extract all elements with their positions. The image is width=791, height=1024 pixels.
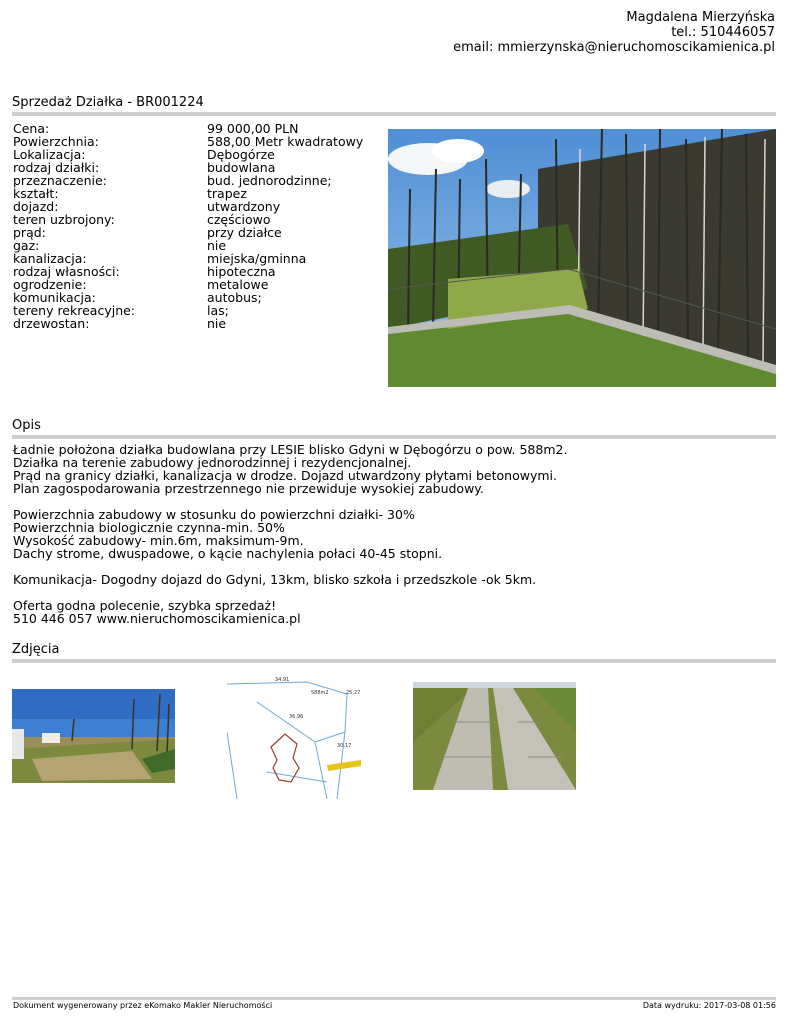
agent-name: Magdalena Mierzyńska: [626, 10, 775, 25]
spec-value: nie: [207, 316, 227, 331]
photo-thumbnail-map[interactable]: [227, 672, 361, 799]
agent-contact: [453, 10, 775, 55]
description-line: 510 446 057 www.nieruchomoscikamienica.pl: [13, 611, 301, 626]
map-label-top: 34,91: [275, 677, 290, 683]
main-photo-image: [388, 129, 776, 387]
description-body: [13, 443, 567, 638]
road-photo-image: [413, 682, 576, 790]
title-divider: [12, 112, 776, 116]
spec-value: bud. jednorodzinne;: [207, 173, 332, 188]
spec-row-shape: [13, 187, 363, 200]
spec-row-trees: [13, 317, 363, 330]
spec-label: kształt:: [13, 186, 59, 201]
spec-label: kanalizacja:: [13, 251, 87, 266]
photo-thumbnail-plot[interactable]: [12, 689, 175, 783]
footer-generator: Dokument wygenerowany przez eKomako Makler Nieruchomości: [13, 1001, 273, 1010]
map-image: [227, 672, 361, 799]
spec-value: metalowe: [207, 277, 269, 292]
description-line: Działka na terenie zabudowy jednorodzinnej i rezydencjonalnej.: [13, 455, 412, 470]
spec-row-purpose: [13, 174, 363, 187]
map-label-right-mid: 30,17: [337, 743, 352, 749]
spec-label: prąd:: [13, 225, 46, 240]
description-paragraph: [13, 573, 567, 586]
spec-value: utwardzony: [207, 199, 281, 214]
spec-value: nie: [207, 238, 227, 253]
agent-phone: tel.: 510446057: [671, 25, 775, 40]
spec-value: częściowo: [207, 212, 271, 227]
spec-label: gaz:: [13, 238, 40, 253]
description-line: Komunikacja- Dogodny dojazd do Gdyni, 13km, blisko szkoła i przedszkole -ok 5km.: [13, 572, 537, 587]
spec-label: rodzaj własności:: [13, 264, 120, 279]
spec-label: Cena:: [13, 121, 50, 136]
spec-label: ogrodzenie:: [13, 277, 87, 292]
description-line: Plan zagospodarowania przestrzennego nie przewiduje wysokiej zabudowy.: [13, 481, 484, 496]
description-line: Prąd na granicy działki, kanalizacja w drodze. Dojazd utwardzony płytami betonowymi.: [13, 468, 557, 483]
spec-value: miejska/gminna: [207, 251, 307, 266]
spec-value: las;: [207, 303, 229, 318]
description-paragraph: [13, 599, 567, 625]
spec-label: rodzaj działki:: [13, 160, 100, 175]
spec-label: drzewostan:: [13, 316, 90, 331]
description-paragraph: [13, 443, 567, 495]
spec-value: Dębogórze: [207, 147, 275, 162]
agent-email: email: mmierzynska@nieruchomoscikamienica.pl: [453, 40, 775, 55]
spec-label: komunikacja:: [13, 290, 96, 305]
spec-value: autobus;: [207, 290, 262, 305]
spec-label: przeznaczenie:: [13, 173, 107, 188]
spec-row-electricity: [13, 226, 363, 239]
spec-label: Lokalizacja:: [13, 147, 86, 162]
map-label-left-side: 36,96: [289, 714, 304, 720]
specs-table: [13, 122, 363, 330]
map-label-right-top: 25,27: [346, 690, 361, 696]
footer-print-date: Data wydruku: 2017-03-08 01:56: [642, 1001, 776, 1010]
spec-value: 588,00 Metr kwadratowy: [207, 134, 364, 149]
main-photo: [388, 129, 776, 387]
description-line: Powierzchnia zabudowy w stosunku do powierzchni działki- 30%: [13, 507, 415, 522]
spec-value: przy działce: [207, 225, 282, 240]
listing-title: Sprzedaż Działka - BR001224: [12, 95, 204, 110]
description-divider: [12, 435, 776, 439]
photo-thumbnail-road[interactable]: [413, 682, 576, 790]
spec-value: 99 000,00 PLN: [207, 121, 299, 136]
spec-value: trapez: [207, 186, 247, 201]
spec-label: teren uzbrojony:: [13, 212, 115, 227]
plot-photo-image: [12, 689, 175, 783]
spec-value: budowlana: [207, 160, 276, 175]
description-line: Dachy strome, dwuspadowe, o kącie nachylenia połaci 40-45 stopni.: [13, 546, 443, 561]
spec-label: tereny rekreacyjne:: [13, 303, 136, 318]
description-paragraph: [13, 508, 567, 560]
spec-label: Powierzchnia:: [13, 134, 99, 149]
description-line: Oferta godna polecenie, szybka sprzedaż!: [13, 598, 277, 613]
photos-heading: Zdjęcia: [12, 642, 60, 657]
description-line: Powierzchnia biologicznie czynna-min. 50%: [13, 520, 285, 535]
spec-value: hipoteczna: [207, 264, 276, 279]
photos-divider: [12, 659, 776, 663]
map-label-area: 588m2: [311, 690, 329, 696]
description-line: Wysokość zabudowy- min.6m, maksimum-9m.: [13, 533, 304, 548]
description-heading: Opis: [12, 418, 41, 433]
spec-label: dojazd:: [13, 199, 59, 214]
description-line: Ładnie położona działka budowlana przy LESIE blisko Gdyni w Dębogórzu o pow. 588m2.: [13, 442, 568, 457]
footer-divider: [12, 997, 776, 1000]
spec-row-utilities: [13, 213, 363, 226]
